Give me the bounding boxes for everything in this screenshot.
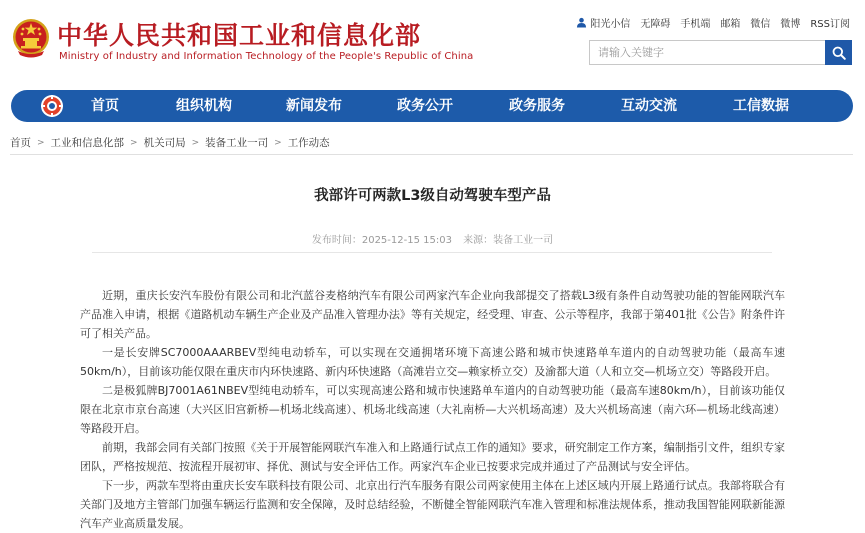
article-paragraph: 二是极狐牌BJ7001A61NBEV型纯电动轿车，可以实现高速公路和城市快速路单车道内的自动驾驶功能（最高车速80km/h），目前该功能仅限在北京市京台高速（大兴区旧宫新桥—机场北线高速）、机场北线高速（大礼南桥—大兴机场高速）及大兴机场高速（南六环—机场北线高速）等路段开启。 — [80, 384, 785, 435]
article-paragraph: 前期，我部会同有关部门按照《关于开展智能网联汽车准入和上路通行试点工作的通知》要求，研究制定工作方案，编制指引文件，组织专家团队，严格按规范、按流程开展初审、择优、测试与安全评估工作。两家汽车企业已按要求完成并通过了产品测试与安全评估。 — [80, 441, 785, 473]
article-paragraph: 一是长安牌SC7000AAARBEV型纯电动轿车，可以实现在交通拥堵环境下高速公路和城市快速路单车道内的自动驾驶功能（最高车速50km/h），目前该功能仅限在重庆市内环快速路、新内环快速路（高滩岩立交—赖家桥立交）及渝都大道（人和立交—机场立交）等路段开启。 — [80, 346, 785, 378]
toplink-weibo[interactable]: 微博 — [780, 19, 801, 30]
toplink-mobile[interactable]: 手机端 — [680, 19, 711, 30]
toplink-sunshine[interactable] — [576, 15, 630, 30]
top-links — [576, 15, 850, 30]
site-subtitle: Ministry of Industry and Information Technology of the People's Republic of China — [59, 51, 474, 62]
nav-government-affairs[interactable]: 政务公开 — [397, 98, 453, 114]
national-emblem-icon — [12, 17, 50, 59]
chevron-right-icon: > — [191, 137, 200, 148]
nav-interaction[interactable]: 互动交流 — [621, 98, 677, 114]
nav-home[interactable]: 首页 — [91, 98, 119, 114]
chevron-right-icon: > — [37, 137, 45, 148]
publish-time: 发布时间：2025-12-15 15:03 — [311, 235, 452, 246]
meta-divider — [92, 252, 772, 253]
toplink-accessibility[interactable]: 无障碍 — [640, 19, 671, 30]
chevron-right-icon: > — [274, 137, 282, 148]
site-header — [0, 0, 865, 82]
article-paragraph: 下一步，两款车型将由重庆长安车联科技有限公司、北京出行汽车服务有限公司两家使用主体在上述区域内开展上路通行试点。我部将联合有关部门及地方主管部门加强车辆运行监测和安全保障，及时总结经验，不断健全智能网联汽车准入管理和标准法规体系，推动我国智能网联新能源汽车产业高质量发展。 — [80, 479, 785, 530]
breadcrumb-divider — [10, 154, 853, 155]
breadcrumb-departments[interactable]: 机关司局 — [143, 137, 186, 149]
nav-news[interactable]: 新闻发布 — [286, 98, 342, 114]
ministry-logo-icon — [40, 94, 64, 118]
toplink-label: 阳光小信 — [590, 19, 631, 30]
toplink-mail[interactable]: 邮箱 — [720, 19, 741, 30]
search-icon — [832, 46, 846, 60]
article-paragraph: 近期，重庆长安汽车股份有限公司和北汽蓝谷麦格纳汽车有限公司两家汽车企业向我部提交了搭载L3级有条件自动驾驶功能的智能网联汽车产品准入申请，根据《道路机动车辆生产企业及产品准入管理办法》等有关规定，经受理、审查、公示等程序，我部于第401批《公告》附条件许可了相关产品。 — [80, 289, 785, 340]
breadcrumb-work-news[interactable]: 工作动态 — [287, 137, 330, 149]
article-source: 来源：装备工业一司 — [463, 235, 554, 246]
person-icon — [576, 17, 587, 28]
search-button[interactable] — [825, 40, 852, 65]
breadcrumb-equipment-dept[interactable]: 装备工业一司 — [205, 137, 269, 149]
toplink-wechat[interactable]: 微信 — [750, 19, 771, 30]
main-nav — [11, 90, 853, 122]
article-body — [80, 286, 785, 533]
nav-organization[interactable]: 组织机构 — [176, 98, 232, 114]
chevron-right-icon: > — [130, 137, 138, 148]
search-input[interactable] — [590, 41, 824, 64]
breadcrumb-ministry[interactable]: 工业和信息化部 — [50, 137, 125, 149]
search-box — [589, 40, 852, 65]
site-title: 中华人民共和国工业和信息化部 — [57, 21, 422, 50]
breadcrumb — [10, 135, 330, 150]
article-meta — [0, 231, 865, 246]
toplink-rss[interactable]: RSS订阅 — [810, 19, 850, 30]
breadcrumb-home[interactable]: 首页 — [10, 137, 31, 149]
article-title: 我部许可两款L3级自动驾驶车型产品 — [314, 188, 551, 204]
nav-government-services[interactable]: 政务服务 — [509, 98, 565, 114]
nav-data[interactable]: 工信数据 — [733, 98, 789, 114]
